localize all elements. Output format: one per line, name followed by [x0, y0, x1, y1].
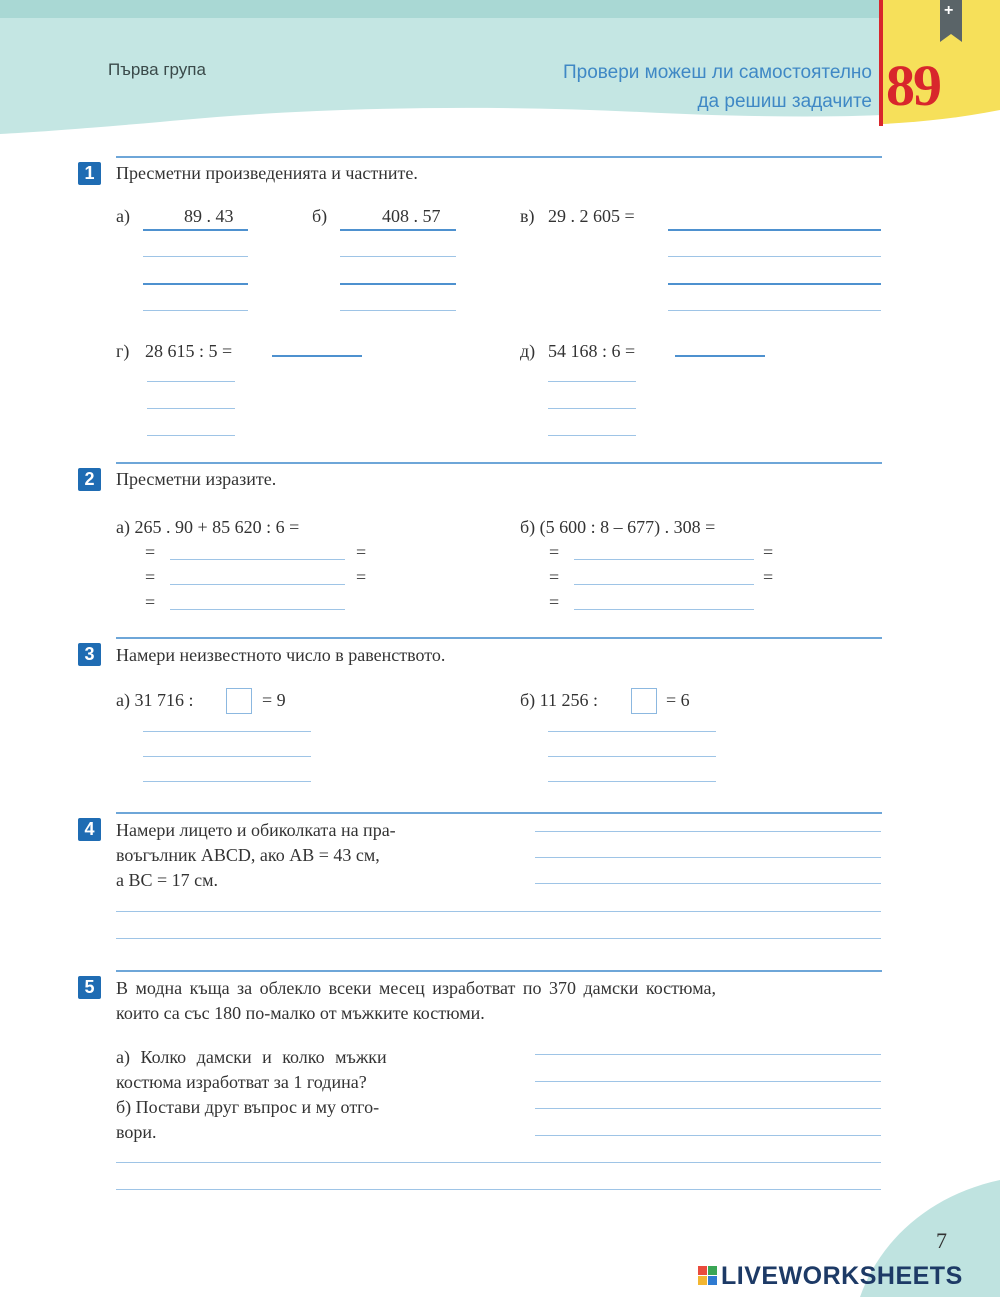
task2-a-eq: =: [145, 592, 156, 612]
task2-a-eq: =: [145, 567, 156, 587]
task1-b-work-line[interactable]: [340, 283, 456, 285]
task1-g-answer-line[interactable]: [272, 355, 362, 357]
task3-a-answer-box[interactable]: [226, 688, 252, 714]
task3-b-answer-box[interactable]: [631, 688, 657, 714]
task1-d-answer-line[interactable]: [675, 355, 765, 357]
task3-a-right: = 9: [262, 690, 286, 710]
task3-b-work-line[interactable]: [548, 781, 716, 782]
task2-b-line[interactable]: [574, 559, 754, 560]
task4-text-line1: Намери лицето и обиколката на пра-: [116, 820, 396, 840]
bookmark-plus-icon: +: [944, 2, 954, 19]
task1-d-work-line[interactable]: [548, 408, 636, 409]
task5-answer-line[interactable]: [535, 1054, 881, 1055]
task1-g-work-line[interactable]: [147, 435, 235, 436]
task2-a-eq: =: [356, 542, 367, 562]
task1-v-answer-line[interactable]: [668, 229, 881, 231]
task1-v-work-line[interactable]: [668, 310, 881, 311]
task2-separator: [116, 462, 882, 464]
task1-a-work-line[interactable]: [143, 256, 248, 257]
task2-a-line[interactable]: [170, 584, 345, 585]
task4-number: 4: [78, 818, 101, 841]
task2-b-eq: =: [763, 567, 774, 587]
task5-separator: [116, 970, 882, 972]
task5-answer-line[interactable]: [535, 1108, 881, 1109]
task5-question-line4: вори.: [116, 1122, 157, 1142]
task1-number: 1: [78, 162, 101, 185]
task1-title: Пресметни произведенията и частните.: [116, 163, 418, 183]
task5-answer-line[interactable]: [116, 1162, 881, 1163]
task1-v-expr: 29 . 2 605 =: [548, 206, 635, 226]
task4-text-line3: а BC = 17 см.: [116, 870, 219, 890]
task3-a-work-line[interactable]: [143, 756, 311, 757]
task2-b-line[interactable]: [574, 609, 754, 610]
task2-a-expr: а) 265 . 90 + 85 620 : 6 =: [116, 517, 300, 537]
task3-b-left: б) 11 256 :: [520, 690, 598, 710]
task1-v-work-line[interactable]: [668, 256, 881, 257]
task1-d-label: д): [520, 341, 536, 361]
task1-d-work-line[interactable]: [548, 381, 636, 382]
task1-g-expr: 28 615 : 5 =: [145, 341, 233, 361]
task1-d-work-line[interactable]: [548, 435, 636, 436]
task3-b-right: = 6: [666, 690, 690, 710]
group-label: Първа група: [108, 60, 206, 79]
task2-a-line[interactable]: [170, 609, 345, 610]
task1-g-work-line[interactable]: [147, 381, 235, 382]
task5-number: 5: [78, 976, 101, 999]
task2-a-line[interactable]: [170, 559, 345, 560]
task2-a-eq: =: [145, 542, 156, 562]
task1-a-answer-line[interactable]: [143, 229, 248, 231]
header-title-line1: Провери можеш ли самостоятелно: [562, 62, 872, 83]
task4-answer-line[interactable]: [116, 938, 881, 939]
task2-b-eq: =: [549, 592, 560, 612]
task3-a-work-line[interactable]: [143, 781, 311, 782]
task5-answer-line[interactable]: [535, 1135, 881, 1136]
task5-answer-line[interactable]: [535, 1081, 881, 1082]
task1-d-expr: 54 168 : 6 =: [548, 341, 636, 361]
task4-text-line2: воъгълник ABCD, ако AB = 43 см,: [116, 845, 380, 865]
task1-v-work-line[interactable]: [668, 283, 881, 285]
header-red-bar: [879, 0, 883, 126]
task2-number: 2: [78, 468, 101, 491]
task5-text-line2: които са със 180 по-малко от мъжките костюми.: [116, 1003, 485, 1023]
page-number-badge: 89: [886, 53, 940, 118]
task5-text-line1: В модна къща за облекло всеки месец изработват по 370 дамски костюма,: [116, 978, 717, 998]
task5-answer-line[interactable]: [116, 1189, 881, 1190]
task1-g-label: г): [116, 341, 130, 361]
task5-question-line3: б) Постави друг въпрос и му отго-: [116, 1097, 380, 1117]
task2-b-expr: б) (5 600 : 8 – 677) . 308 =: [520, 517, 716, 537]
task2-b-line[interactable]: [574, 584, 754, 585]
task3-a-work-line[interactable]: [143, 731, 311, 732]
liveworksheets-logo[interactable]: [698, 1262, 963, 1291]
task1-b-expr: 408 . 57: [382, 206, 441, 226]
task4-answer-line[interactable]: [116, 911, 881, 912]
header-title-line2: да решиш задачите: [697, 91, 872, 112]
task3-b-work-line[interactable]: [548, 731, 716, 732]
task5-question-line2: костюма изработват за 1 година?: [116, 1072, 367, 1092]
task1-a-label: а): [116, 206, 130, 226]
footer-page-number: 7: [936, 1228, 947, 1253]
liveworksheets-logo-text: LIVEWORKSHEETS: [721, 1262, 963, 1290]
task3-number: 3: [78, 643, 101, 666]
task1-b-label: б): [312, 206, 328, 226]
task1-v-label: в): [520, 206, 535, 226]
task2-b-eq: =: [549, 567, 560, 587]
task3-a-left: а) 31 716 :: [116, 690, 194, 710]
task4-answer-line[interactable]: [535, 831, 881, 832]
task1-b-work-line[interactable]: [340, 310, 456, 311]
task1-a-work-line[interactable]: [143, 310, 248, 311]
task5-question-line1: а) Колко дамски и колко мъжки: [116, 1047, 387, 1067]
task3-title: Намери неизвестното число в равенството.: [116, 645, 446, 665]
task2-title: Пресметни изразите.: [116, 469, 277, 489]
task2-b-eq: =: [549, 542, 560, 562]
task1-a-expr: 89 . 43: [184, 206, 234, 226]
task4-separator: [116, 812, 882, 814]
task1-a-work-line[interactable]: [143, 283, 248, 285]
task1-g-work-line[interactable]: [147, 408, 235, 409]
task1-separator: [116, 156, 882, 158]
task4-answer-line[interactable]: [535, 883, 881, 884]
liveworksheets-logo-icon: [698, 1266, 718, 1286]
task3-separator: [116, 637, 882, 639]
task4-answer-line[interactable]: [535, 857, 881, 858]
task1-b-work-line[interactable]: [340, 256, 456, 257]
task3-b-work-line[interactable]: [548, 756, 716, 757]
task2-a-eq: =: [356, 567, 367, 587]
task1-b-answer-line[interactable]: [340, 229, 456, 231]
task2-b-eq: =: [763, 542, 774, 562]
